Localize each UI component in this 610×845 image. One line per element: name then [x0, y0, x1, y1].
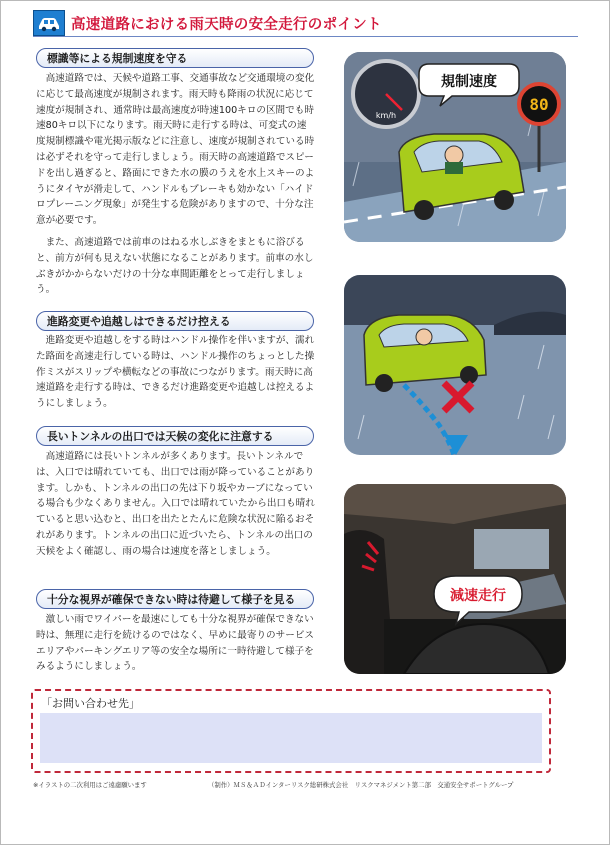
section-body-speed-limit: 高速道路では、天候や道路工事、交通事故など交通環境の変化に応じて最高速度が規制されます。雨天時も降雨の状況に応じて速度が規制され、通常時は最高速度が時速100キロの区間でも時速80キロ以下になります。雨天時に走行する時は、可変式の速度規制標識や電光掲示版などに注意し、速度が規制されている時は必ずそれを守って走行しましょう。雨天時の高速道路でスピードを出し過ぎると、路面にできた水の膜のうえを水上スキーのようにタイヤが滑走して、ハンドルもブレーキも効かない「ハイドロプレーニング現象」が発生する危険がありますので、十分な注意が必要です。	[36, 73, 315, 227]
section-body-speed-limit-2: また、高速道路では前車のはねる水しぶきをまともに浴びると、前方が何も見えない状態になることがあります。前車の水しぶきがかからないだけの十分な車間距離をとって走行しましょう。	[36, 237, 314, 296]
section-body-tunnel: 高速道路には長いトンネルが多くあります。長いトンネルでは、入口では晴れていても、出口では雨が降っていることがあります。しかも、トンネルの出口の先は下り坂やカーブになっている場合も少なくありません。入口では晴れていたから出口も晴れていると思い込むと、出口を出たとたんに危険な状況に陥るおそれがあります。トンネルの出口に近づいたら、トンネルの出口の天候をよく確認し、雨の場合は速度を落としましょう。	[36, 451, 315, 557]
speedometer-gauge	[353, 61, 419, 127]
speed-sign-value: 80	[529, 95, 549, 114]
section-heading-speed-limit	[36, 48, 314, 68]
section-heading-text: 長いトンネルの出口では天候の変化に注意する	[47, 430, 274, 443]
section-heading-text: 進路変更や追越しはできるだけ控える	[47, 315, 231, 328]
lane-change-illustration	[344, 275, 566, 455]
footer-credit: （制作）ＭＳ＆ＡＤインターリスク総研株式会社 リスクマネジメント第二部 交通安全サポートグループ	[208, 781, 514, 789]
slowdown-bubble-text: 減速走行	[450, 588, 506, 604]
section-heading-tunnel	[36, 426, 314, 446]
footer-notice: ※イラストの二次利用はご遠慮願います	[33, 781, 147, 789]
page-title-bar	[33, 10, 578, 36]
tunnel-exit-illustration	[344, 484, 566, 674]
section-body-lane-change: 進路変更や追越しをする時はハンドル操作を伴いますが、濡れた路面を高速走行している時は、ハンドル操作のちょっとした操作ミスがスリップや横転などの事故につながります。雨天時に高速道路を走行する時は、できるだけ進路変更や追越しは控えるようにしましょう。	[36, 335, 315, 410]
section-heading-text: 十分な視界が確保できない時は待避して様子を見る	[47, 593, 296, 606]
section-heading-text: 標識等による規制速度を守る	[47, 52, 188, 65]
car-icon	[33, 10, 65, 36]
title-underline	[33, 36, 578, 37]
section-heading-visibility	[36, 589, 314, 609]
contact-box	[31, 689, 551, 773]
page-title: 高速道路における雨天時の安全走行のポイント	[71, 17, 382, 33]
contact-label: 「お問い合わせ先」	[41, 697, 140, 710]
section-heading-lane-change	[36, 311, 314, 331]
speed-bubble-text: 規制速度	[441, 74, 497, 90]
section-body-visibility: 激しい雨でワイパーを最速にしても十分な視界が確保できない時は、無理に走行を続けるのではなく、早めに最寄りのサービスエリアやパーキングエリア等の安全な場所に一時待避して様子をみるようにしましょう。	[36, 614, 315, 673]
contact-area	[40, 713, 542, 763]
speed-limit-illustration	[344, 52, 566, 242]
gauge-unit-label: km/h	[375, 111, 397, 120]
